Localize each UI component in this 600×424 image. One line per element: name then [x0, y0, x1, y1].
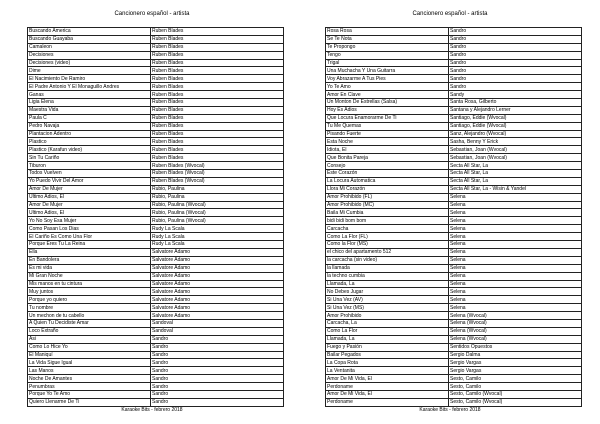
table-row	[326, 272, 582, 280]
artist-cell: Sandro	[449, 35, 582, 43]
table-row	[28, 154, 284, 162]
table-row	[28, 367, 284, 375]
song-title-cell: Que Locura Enamorarme De Ti	[326, 114, 449, 122]
song-title-cell: Hoy Es Adios	[326, 106, 449, 114]
song-title-cell: Asi	[28, 335, 151, 343]
artist-cell: Sebastian, Joan (Wvocal)	[449, 154, 582, 162]
song-title-cell: Como la Flor (MS)	[326, 241, 449, 249]
song-title-cell: Porque Eres Tu La Reina	[28, 241, 151, 249]
artist-cell: Sebastian, Joan (Wvocal)	[449, 146, 582, 154]
song-title-cell: Carcacha	[326, 225, 449, 233]
table-row	[28, 241, 284, 249]
artist-cell: Selena	[449, 217, 582, 225]
artist-cell: Ruben Blades	[151, 59, 284, 67]
table-row	[326, 51, 582, 59]
table-row	[28, 122, 284, 130]
song-title-cell: Muy juntos	[28, 288, 151, 296]
artist-cell: Sentidos Opuestos	[449, 343, 582, 351]
song-title-cell: Perdoname	[326, 398, 449, 406]
table-row	[28, 106, 284, 114]
song-table-right	[325, 27, 582, 407]
artist-cell: Ruben Blades	[151, 91, 284, 99]
table-row	[28, 319, 284, 327]
table-row	[326, 288, 582, 296]
table-row	[326, 248, 582, 256]
song-title-cell: Bailar Pegados	[326, 351, 449, 359]
song-title-cell: Como Lo Hice Yo	[28, 343, 151, 351]
artist-cell: Sesto, Camilo (Wvocal)	[449, 390, 582, 398]
artist-cell: Ruben Blades	[151, 114, 284, 122]
table-row	[326, 201, 582, 209]
song-title-cell: Ganas	[28, 91, 151, 99]
table-row	[28, 312, 284, 320]
song-title-cell: Yo No Soy Esa Mujer	[28, 217, 151, 225]
song-title-cell: Amor En Clave	[326, 91, 449, 99]
table-row	[326, 177, 582, 185]
artist-cell: Sasha, Benny Y Erick	[449, 138, 582, 146]
song-title-cell: Ligia Elena	[28, 99, 151, 107]
table-row	[28, 383, 284, 391]
song-title-cell: Quiero Llenarme De Ti	[28, 398, 151, 406]
artist-cell: Sandro	[151, 351, 284, 359]
song-title-cell: La Ventanita	[326, 367, 449, 375]
left-column	[27, 0, 277, 424]
table-row	[28, 83, 284, 91]
song-title-cell: Fuego y Pasión	[326, 343, 449, 351]
table-row	[326, 217, 582, 225]
song-title-cell: Maestra Vida	[28, 106, 151, 114]
table-row	[326, 312, 582, 320]
song-title-cell: Dime	[28, 67, 151, 75]
song-title-cell: Paula C	[28, 114, 151, 122]
table-row	[326, 359, 582, 367]
table-row	[28, 185, 284, 193]
song-title-cell: Como Pasan Los Dias	[28, 225, 151, 233]
song-title-cell: Un Monton De Estrellas (Salsa)	[326, 99, 449, 107]
artist-cell: Secta All Star, La	[449, 170, 582, 178]
table-row	[28, 51, 284, 59]
artist-cell: Salvatore Adamo	[151, 256, 284, 264]
table-row	[326, 398, 582, 406]
table-row	[28, 138, 284, 146]
artist-cell: Sandro	[151, 390, 284, 398]
artist-cell: Salvatore Adamo	[151, 288, 284, 296]
song-title-cell: El Cariño Es Como Una Flor	[28, 233, 151, 241]
table-row	[28, 248, 284, 256]
song-title-cell: Ella	[28, 248, 151, 256]
song-title-cell: Amor De Mi Vida, El	[326, 375, 449, 383]
table-row	[326, 185, 582, 193]
song-title-cell: Plastico	[28, 138, 151, 146]
artist-cell: Secta All Star, La - Wisin & Yandel	[449, 185, 582, 193]
song-title-cell: Buscando Guayaba	[28, 35, 151, 43]
artist-cell: Sergio Vargas	[449, 359, 582, 367]
artist-cell: Sandro	[151, 359, 284, 367]
table-row	[326, 75, 582, 83]
table-row	[28, 335, 284, 343]
table-row	[326, 67, 582, 75]
song-title-cell: Mis manos en tu cintura	[28, 280, 151, 288]
artist-cell: Selena (Wvocal)	[449, 319, 582, 327]
song-title-cell: Yo Puedo Vivir Del Amor	[28, 177, 151, 185]
table-row	[326, 304, 582, 312]
table-row	[326, 154, 582, 162]
artist-cell: Sandro	[151, 383, 284, 391]
artist-cell: Selena	[449, 296, 582, 304]
table-row	[326, 130, 582, 138]
artist-cell: Salvatore Adamo	[151, 264, 284, 272]
artist-cell: Selena	[449, 248, 582, 256]
song-title-cell: la llamada	[326, 264, 449, 272]
song-title-cell: la techno cumbia	[326, 272, 449, 280]
table-row	[28, 264, 284, 272]
table-row	[326, 241, 582, 249]
artist-cell: Selena	[449, 225, 582, 233]
artist-cell: Sandoval	[151, 319, 284, 327]
table-row	[28, 67, 284, 75]
artist-cell: Selena	[449, 193, 582, 201]
song-title-cell: Te Propongo	[326, 43, 449, 51]
artist-cell: Sandro	[151, 335, 284, 343]
song-title-cell: Todos Vuelven	[28, 170, 151, 178]
table-row	[326, 35, 582, 43]
song-title-cell: Buscando America	[28, 28, 151, 36]
table-row	[28, 43, 284, 51]
table-row	[28, 256, 284, 264]
song-title-cell: Llora Mi Corazón	[326, 185, 449, 193]
artist-cell: Ruben Blades	[151, 122, 284, 130]
table-row	[28, 390, 284, 398]
artist-cell: Rudy La Scala	[151, 225, 284, 233]
song-title-cell: Es mi vida	[28, 264, 151, 272]
artist-cell: Sandro	[151, 375, 284, 383]
table-row	[28, 225, 284, 233]
artist-cell: Santiago, Eddie (Wvocal)	[449, 122, 582, 130]
artist-cell: Santiago, Eddie (Wvocal)	[449, 114, 582, 122]
table-row	[28, 170, 284, 178]
song-title-cell: Consejo	[326, 162, 449, 170]
artist-cell: Sandro	[449, 75, 582, 83]
artist-cell: Ruben Blades	[151, 43, 284, 51]
table-row	[28, 375, 284, 383]
table-row	[28, 99, 284, 107]
song-title-cell: Porque Yo Te Amo	[28, 390, 151, 398]
artist-cell: Salvatore Adamo	[151, 296, 284, 304]
table-row	[326, 99, 582, 107]
song-title-cell: Perdoname	[326, 383, 449, 391]
table-row	[326, 233, 582, 241]
table-row	[326, 162, 582, 170]
artist-cell: Rubio, Paulina (Wvocal)	[151, 209, 284, 217]
song-title-cell: Noche De Amantes	[28, 375, 151, 383]
table-row	[28, 130, 284, 138]
table-row	[326, 280, 582, 288]
artist-cell: Selena	[449, 272, 582, 280]
artist-cell: Sandro	[449, 83, 582, 91]
artist-cell: Selena	[449, 280, 582, 288]
table-row	[28, 288, 284, 296]
table-row	[326, 209, 582, 217]
artist-cell: Rudy La Scala	[151, 241, 284, 249]
table-row	[28, 351, 284, 359]
artist-cell: Selena (Wvocal)	[449, 335, 582, 343]
song-title-cell: Decisiones	[28, 51, 151, 59]
table-row	[28, 398, 284, 406]
artist-cell: Secta All Star, La	[449, 162, 582, 170]
artist-cell: Sesto, Camilo	[449, 375, 582, 383]
song-title-cell: No Debes Jugar	[326, 288, 449, 296]
table-row	[326, 122, 582, 130]
song-title-cell: Si Una Vez (AV)	[326, 296, 449, 304]
song-title-cell: La Copa Rota	[326, 359, 449, 367]
song-title-cell: Que Bonita Pareja	[326, 154, 449, 162]
song-title-cell: Carcacha, La	[326, 319, 449, 327]
table-row	[326, 375, 582, 383]
table-row	[326, 256, 582, 264]
song-title-cell: El Padre Antonio Y El Monaguillo Andres	[28, 83, 151, 91]
artist-cell: Rudy La Scala	[151, 233, 284, 241]
artist-cell: Salvatore Adamo	[151, 272, 284, 280]
artist-cell: Ruben Blades	[151, 130, 284, 138]
song-title-cell: Tu Me Quemas	[326, 122, 449, 130]
song-title-cell: Loco Extraño	[28, 327, 151, 335]
song-title-cell: La Vida Sigue Igual	[28, 359, 151, 367]
artist-cell: Sergio Vargas	[449, 367, 582, 375]
song-title-cell: Como La Flor	[326, 327, 449, 335]
table-row	[326, 296, 582, 304]
table-row	[28, 304, 284, 312]
table-row	[28, 201, 284, 209]
table-row	[28, 359, 284, 367]
song-title-cell: La Locura Automatica	[326, 177, 449, 185]
table-row	[326, 28, 582, 36]
artist-cell: Ruben Blades	[151, 28, 284, 36]
table-row	[326, 335, 582, 343]
table-row	[326, 327, 582, 335]
artist-cell: Rubio, Paulina	[151, 193, 284, 201]
artist-cell: Selena	[449, 241, 582, 249]
artist-cell: Ruben Blades	[151, 106, 284, 114]
artist-cell: Sandro	[449, 67, 582, 75]
artist-cell: Ruben Blades	[151, 138, 284, 146]
song-title-cell: Una Muchacha Y Una Guitarra	[326, 67, 449, 75]
song-title-cell: Llamada, La	[326, 280, 449, 288]
song-title-cell: Llamada, La	[326, 335, 449, 343]
artist-cell: Santana y Alejandro Lerner	[449, 106, 582, 114]
table-row	[28, 75, 284, 83]
song-title-cell: Amor De Mujer	[28, 185, 151, 193]
song-title-cell: Tu nombre	[28, 304, 151, 312]
table-row	[326, 319, 582, 327]
artist-cell: Salvatore Adamo	[151, 280, 284, 288]
song-title-cell: Amor Prohibido (MC)	[326, 201, 449, 209]
artist-cell: Ruben Blades	[151, 83, 284, 91]
song-title-cell: Si Una Vez (MS)	[326, 304, 449, 312]
artist-cell: Selena	[449, 209, 582, 217]
song-title-cell: Amor De Mujer	[28, 201, 151, 209]
song-title-cell: Camaleon	[28, 43, 151, 51]
artist-cell: Rubio, Paulina	[151, 185, 284, 193]
song-title-cell: la carcacha (sin video)	[326, 256, 449, 264]
song-title-cell: Plastico (Karafun video)	[28, 146, 151, 154]
song-title-cell: Este Corazón	[326, 170, 449, 178]
artist-cell: Sandro	[151, 343, 284, 351]
song-title-cell: el chico del apartamento 512	[326, 248, 449, 256]
song-title-cell: Pisando Fuerte	[326, 130, 449, 138]
table-row	[28, 162, 284, 170]
artist-cell: Ruben Blades (Wvocal)	[151, 170, 284, 178]
artist-cell: Sesto, Camilo	[449, 383, 582, 391]
table-row	[326, 114, 582, 122]
artist-cell: Ruben Blades (Wvocal)	[151, 162, 284, 170]
page-footer: Karaoke Bits - febrero 2018	[121, 407, 183, 413]
table-row	[28, 35, 284, 43]
artist-cell: Ruben Blades	[151, 35, 284, 43]
artist-cell: Selena (Wvocal)	[449, 312, 582, 320]
table-row	[326, 106, 582, 114]
artist-cell: Selena	[449, 233, 582, 241]
table-row	[326, 351, 582, 359]
artist-cell: Selena	[449, 201, 582, 209]
artist-cell: Sesto, Camilo (Wvocal)	[449, 398, 582, 406]
artist-cell: Salvatore Adamo	[151, 312, 284, 320]
song-title-cell: Como La Flor (FL)	[326, 233, 449, 241]
artist-cell: Ruben Blades	[151, 99, 284, 107]
song-title-cell: Mi Gran Noche	[28, 272, 151, 280]
page-footer: Karaoke Bits - febrero 2018	[419, 407, 481, 413]
artist-cell: Ruben Blades	[151, 154, 284, 162]
table-row	[326, 390, 582, 398]
artist-cell: Sandro	[449, 59, 582, 67]
artist-cell: Sanz, Alejandro (Wvocal)	[449, 130, 582, 138]
table-row	[28, 343, 284, 351]
table-row	[326, 91, 582, 99]
table-row	[28, 146, 284, 154]
song-title-cell: Un mechon de tu cabello	[28, 312, 151, 320]
artist-cell: Secta All Star, La	[449, 177, 582, 185]
table-row	[326, 343, 582, 351]
song-title-cell: En Bandolera	[28, 256, 151, 264]
artist-cell: Sergio Dalma	[449, 351, 582, 359]
table-row	[326, 193, 582, 201]
artist-cell: Ruben Blades	[151, 75, 284, 83]
song-title-cell: Amor Prohibido (FL)	[326, 193, 449, 201]
artist-cell: Sandro	[449, 28, 582, 36]
artist-cell: Salvatore Adamo	[151, 248, 284, 256]
table-row	[28, 91, 284, 99]
song-title-cell: Las Manos	[28, 367, 151, 375]
artist-cell: Selena	[449, 304, 582, 312]
artist-cell: Sandro	[449, 51, 582, 59]
song-title-cell: Decisiones (video)	[28, 59, 151, 67]
right-column	[325, 0, 575, 424]
song-title-cell: Plantacion Adentro	[28, 130, 151, 138]
song-title-cell: Porque yo quiero	[28, 296, 151, 304]
artist-cell: Selena	[449, 288, 582, 296]
table-row	[28, 233, 284, 241]
table-row	[326, 383, 582, 391]
artist-cell: Salvatore Adamo	[151, 304, 284, 312]
artist-cell: Sandro	[151, 367, 284, 375]
song-title-cell: Baila Mi Cumbia	[326, 209, 449, 217]
song-title-cell: Esta Noche	[326, 138, 449, 146]
table-row	[28, 193, 284, 201]
artist-cell: Ruben Blades	[151, 67, 284, 75]
table-row	[28, 296, 284, 304]
song-title-cell: El Maniquí	[28, 351, 151, 359]
song-title-cell: Se Te Nota	[326, 35, 449, 43]
song-title-cell: Idiota, El	[326, 146, 449, 154]
table-row	[326, 138, 582, 146]
song-title-cell: Rosa Rosa	[326, 28, 449, 36]
artist-cell: Selena	[449, 256, 582, 264]
song-title-cell: Amor De Mi Vida, El	[326, 390, 449, 398]
table-row	[28, 327, 284, 335]
page-title: Cancionero español - artista	[412, 11, 488, 17]
song-title-cell: Yo Te Amo	[326, 83, 449, 91]
song-title-cell: Tengo	[326, 51, 449, 59]
artist-cell: Sandro	[151, 398, 284, 406]
table-row	[28, 209, 284, 217]
artist-cell: Rubio, Paulina (Wvocal)	[151, 201, 284, 209]
song-title-cell: bidi bidi bom bom	[326, 217, 449, 225]
table-row	[326, 264, 582, 272]
table-row	[326, 83, 582, 91]
song-title-cell: El Nacimiento De Ramiro	[28, 75, 151, 83]
song-title-cell: Pedro Navaja	[28, 122, 151, 130]
table-row	[28, 28, 284, 36]
page-title: Cancionero español - artista	[114, 11, 190, 17]
table-row	[28, 217, 284, 225]
table-row	[28, 114, 284, 122]
song-title-cell: Sin Tu Cariño	[28, 154, 151, 162]
song-title-cell: Trigal	[326, 59, 449, 67]
artist-cell: Sandy	[449, 91, 582, 99]
artist-cell: Ruben Blades	[151, 51, 284, 59]
song-table-left	[27, 27, 284, 407]
artist-cell: Rubio, Paulina (Wvocal)	[151, 217, 284, 225]
table-row	[326, 59, 582, 67]
artist-cell: Santa Rosa, Gilberto	[449, 99, 582, 107]
artist-cell: Selena	[449, 264, 582, 272]
table-row	[326, 367, 582, 375]
table-row	[326, 43, 582, 51]
table-row	[28, 59, 284, 67]
song-title-cell: Voy Abrazarme A Tus Pies	[326, 75, 449, 83]
artist-cell: Selena (Wvocal)	[449, 327, 582, 335]
table-row	[28, 177, 284, 185]
song-title-cell: Amor Prohibido	[326, 312, 449, 320]
table-row	[326, 146, 582, 154]
artist-cell: Ruben Blades	[151, 146, 284, 154]
song-title-cell: Tiburon	[28, 162, 151, 170]
song-title-cell: Ultimo Adios, El	[28, 209, 151, 217]
table-row	[28, 272, 284, 280]
song-title-cell: A Quien Tu Decidiste Amar	[28, 319, 151, 327]
song-title-cell: Penumbras	[28, 383, 151, 391]
artist-cell: Sandoval	[151, 327, 284, 335]
song-title-cell: Ultimo Adios, El	[28, 193, 151, 201]
artist-cell: Ruben Blades (Wvocal)	[151, 177, 284, 185]
artist-cell: Sandro	[449, 43, 582, 51]
table-row	[28, 280, 284, 288]
table-row	[326, 225, 582, 233]
table-row	[326, 170, 582, 178]
